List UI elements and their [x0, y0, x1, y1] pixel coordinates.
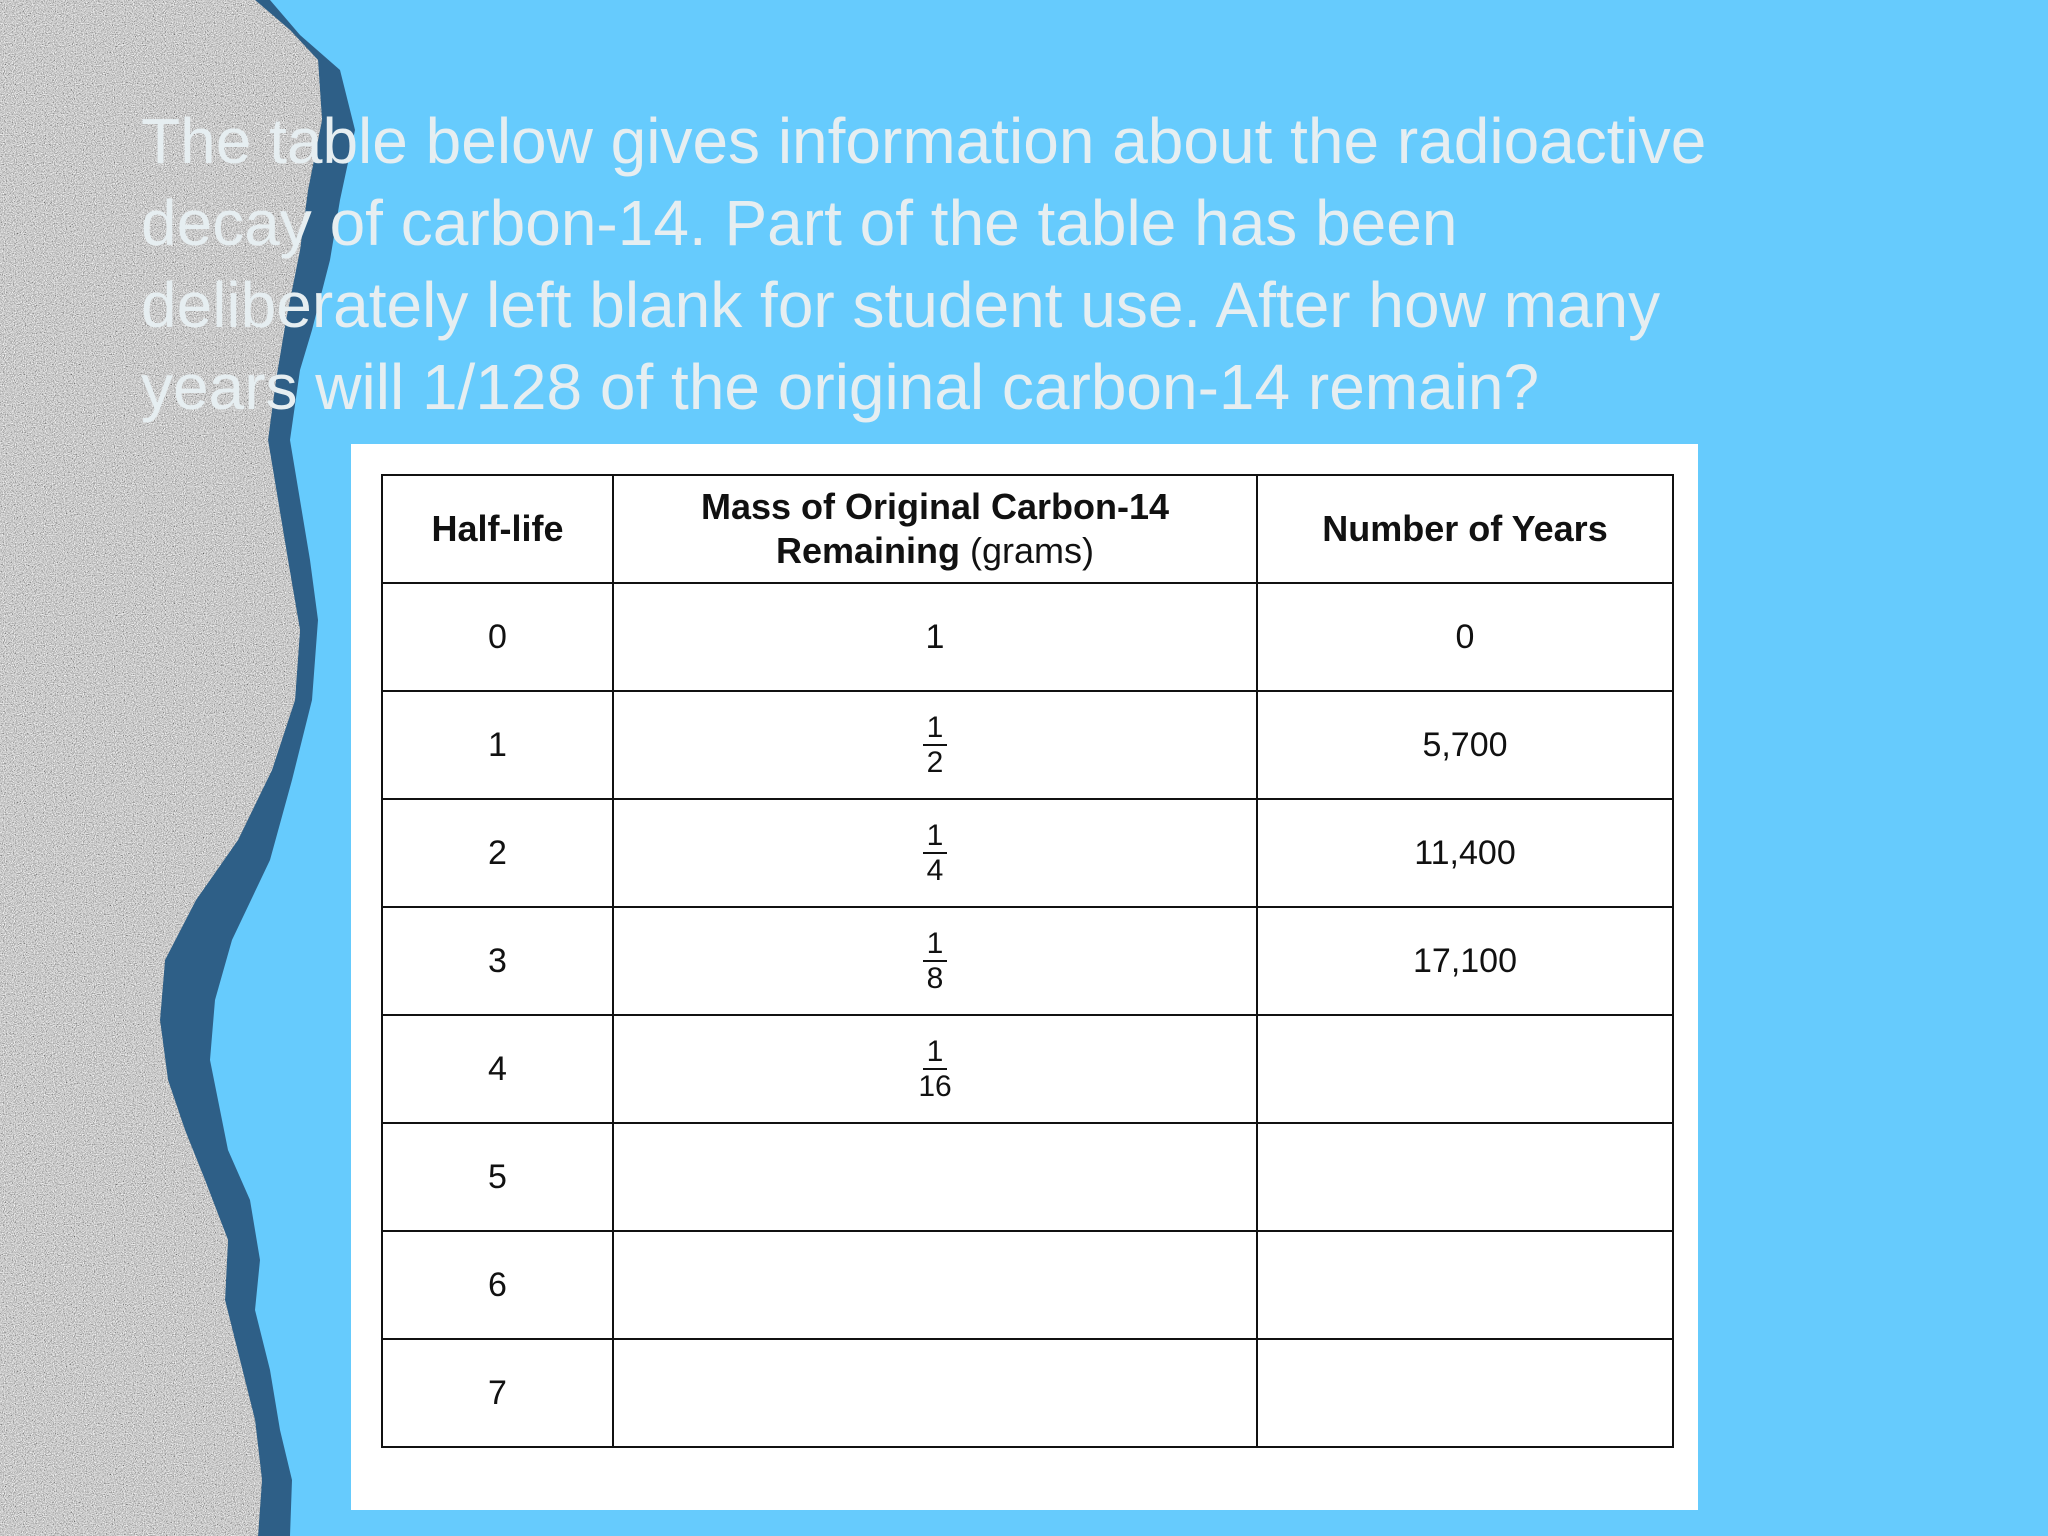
number-of-years-cell: 11,400 — [1257, 799, 1673, 907]
fraction-numerator: 1 — [923, 928, 948, 962]
header-mass-remaining — [613, 475, 1257, 583]
table-row — [382, 799, 1673, 907]
mass-remaining-cell — [613, 1339, 1257, 1447]
number-of-years-cell: 5,700 — [1257, 691, 1673, 799]
table-row — [382, 907, 1673, 1015]
half-life-cell: 7 — [382, 1339, 613, 1447]
mass-remaining-cell — [613, 583, 1257, 691]
fraction-denominator: 8 — [926, 962, 944, 995]
header-mass-line1: Mass of Original Carbon-14 — [700, 486, 1170, 527]
number-of-years-cell — [1257, 1339, 1673, 1447]
mass-fraction — [923, 820, 948, 886]
table-row — [382, 691, 1673, 799]
question-line: deliberately left blank for student use. After how many — [141, 269, 1661, 341]
half-life-cell: 3 — [382, 907, 613, 1015]
question-line: The table below gives information about the radioactive — [141, 105, 1707, 177]
mass-remaining-cell — [613, 1123, 1257, 1231]
header-number-of-years: Number of Years — [1257, 475, 1673, 583]
half-life-cell: 4 — [382, 1015, 613, 1123]
mass-remaining-cell — [613, 1231, 1257, 1339]
table-card — [351, 444, 1698, 1510]
mass-remaining-cell — [613, 907, 1257, 1015]
mass-fraction — [923, 712, 948, 778]
mass-fraction — [914, 1036, 955, 1102]
carbon-14-decay-table — [381, 474, 1674, 1448]
table-row — [382, 1231, 1673, 1339]
table-body — [382, 583, 1673, 1447]
half-life-cell: 6 — [382, 1231, 613, 1339]
mass-remaining-cell — [613, 799, 1257, 907]
header-half-life: Half-life — [382, 475, 613, 583]
fraction-denominator: 4 — [926, 854, 944, 887]
question-text — [141, 100, 1901, 428]
number-of-years-cell — [1257, 1231, 1673, 1339]
mass-remaining-cell — [613, 1015, 1257, 1123]
number-of-years-cell — [1257, 1123, 1673, 1231]
number-of-years-cell — [1257, 1015, 1673, 1123]
half-life-cell: 5 — [382, 1123, 613, 1231]
fraction-numerator: 1 — [923, 820, 948, 854]
header-mass-unit: (grams) — [970, 530, 1095, 571]
mass-remaining-cell — [613, 691, 1257, 799]
question-line: years will 1/128 of the original carbon-14 remain? — [141, 351, 1540, 423]
table-row — [382, 1015, 1673, 1123]
table-row — [382, 1339, 1673, 1447]
half-life-cell: 1 — [382, 691, 613, 799]
half-life-cell: 2 — [382, 799, 613, 907]
fraction-denominator: 2 — [926, 746, 944, 779]
table-row — [382, 583, 1673, 691]
fraction-numerator: 1 — [923, 1036, 948, 1070]
mass-value: 1 — [925, 617, 945, 656]
mass-fraction — [923, 928, 948, 994]
half-life-cell: 0 — [382, 583, 613, 691]
fraction-denominator: 16 — [918, 1070, 952, 1103]
table-row — [382, 1123, 1673, 1231]
question-line: decay of carbon-14. Part of the table has been — [141, 187, 1458, 259]
number-of-years-cell: 0 — [1257, 583, 1673, 691]
number-of-years-cell: 17,100 — [1257, 907, 1673, 1015]
header-mass-line2: Remaining — [775, 530, 960, 571]
fraction-numerator: 1 — [923, 712, 948, 746]
table-header-row — [382, 475, 1673, 583]
